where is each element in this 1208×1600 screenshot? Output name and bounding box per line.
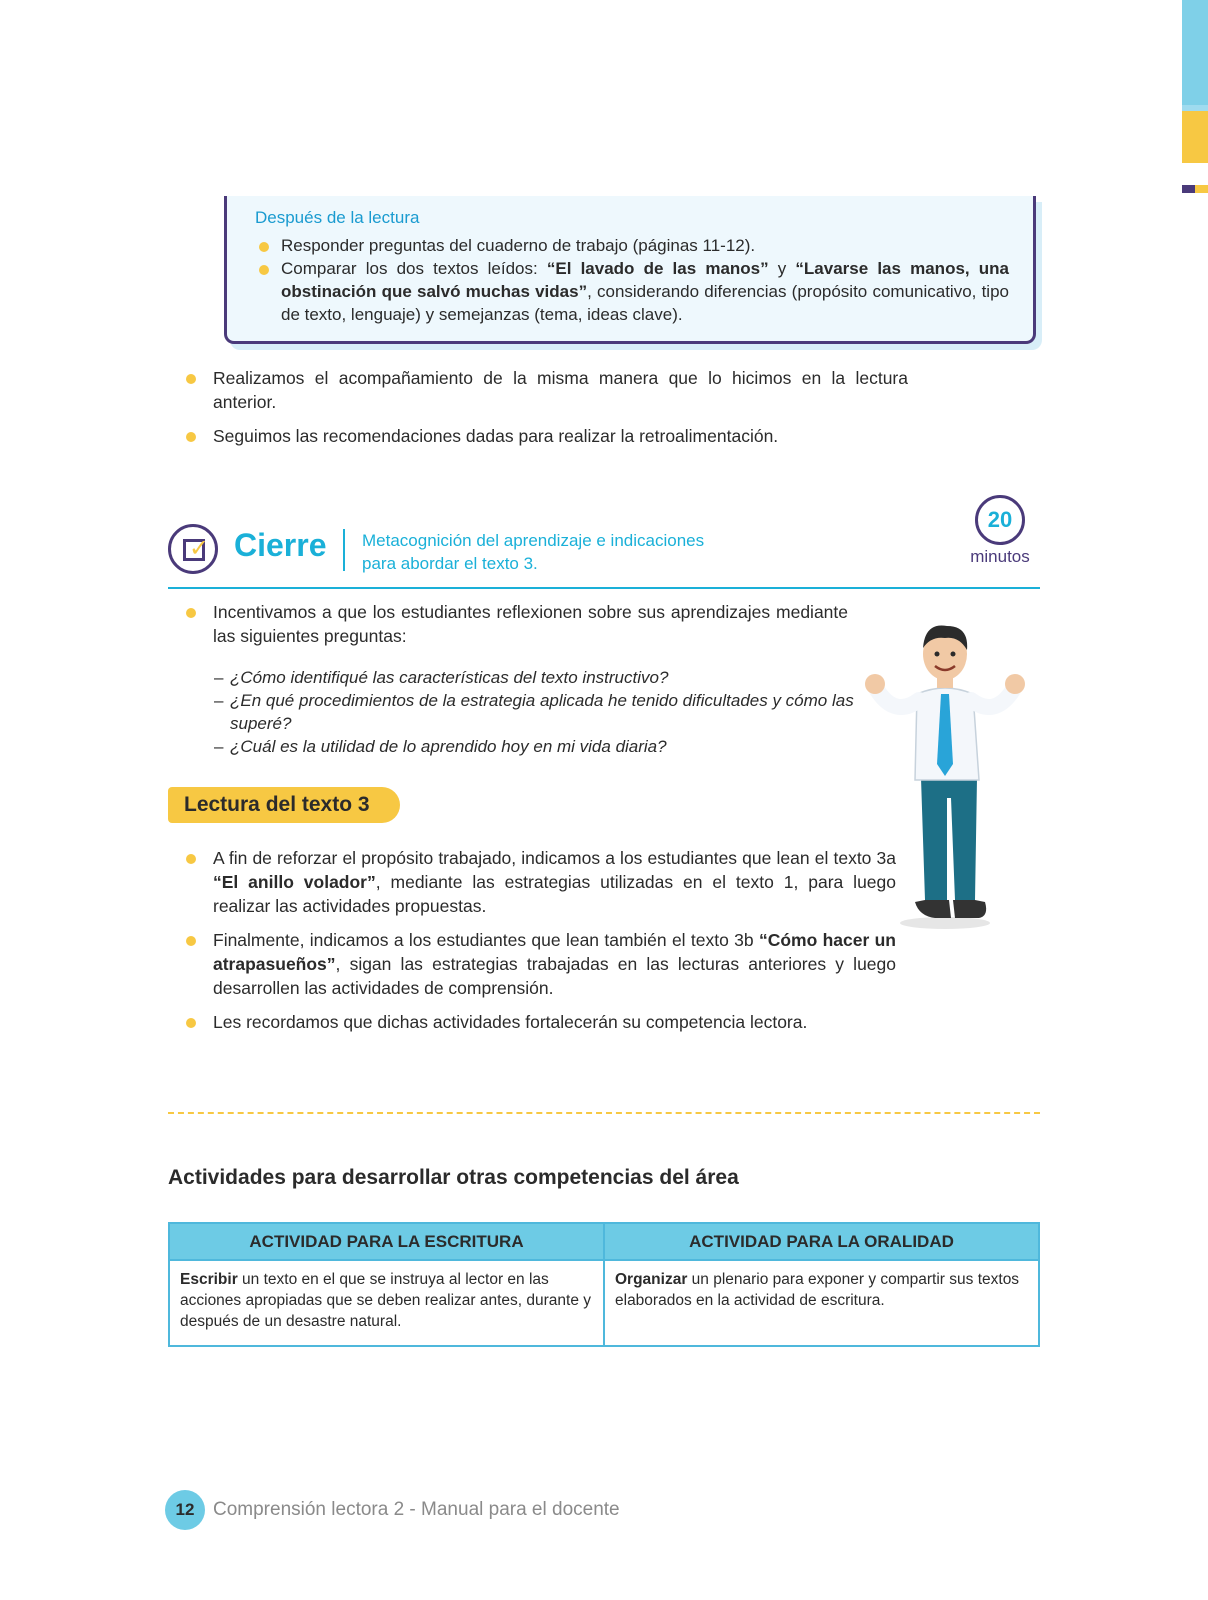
side-tab-decoration bbox=[1182, 0, 1208, 193]
bullet-icon bbox=[186, 608, 196, 618]
list-item: Realizamos el acompañamiento de la misma manera que lo hicimos en la lectura anterior. bbox=[168, 366, 908, 414]
bullet-icon bbox=[186, 374, 196, 384]
question-item: – ¿Cómo identifiqué las características del texto instructivo? bbox=[214, 668, 669, 687]
timer-badge bbox=[960, 495, 1040, 567]
question-item: – ¿Cuál es la utilidad de lo aprendido hoy en mi vida diaria? bbox=[214, 737, 667, 756]
section-divider bbox=[168, 1112, 1040, 1114]
list-item: A fin de reforzar el propósito trabajado, indicamos a los estudiantes que lean el texto 3a “El anillo volador”, mediante las estrategias utilizadas en el texto 1, para luego realizar las actividades propuestas. bbox=[168, 846, 896, 918]
table-row bbox=[169, 1260, 1039, 1346]
list-item: Responder preguntas del cuaderno de trabajo (páginas 11-12). bbox=[255, 234, 1009, 257]
after-reading-list bbox=[255, 234, 1009, 326]
checkbox-icon: ✓ bbox=[168, 524, 218, 574]
activities-heading: Actividades para desarrollar otras competencias del área bbox=[168, 1166, 739, 1189]
bullet-icon bbox=[186, 936, 196, 946]
table-cell: Organizar un plenario para exponer y compartir sus textos elaborados en la actividad de escritura. bbox=[604, 1260, 1039, 1346]
after-reading-title: Después de la lectura bbox=[255, 208, 420, 227]
timer-label: minutos bbox=[970, 547, 1030, 566]
list-item: Les recordamos que dichas actividades fortalecerán su competencia lectora. bbox=[168, 1010, 896, 1034]
bullet-icon bbox=[259, 242, 269, 252]
bullet-icon bbox=[186, 1018, 196, 1028]
followup-list bbox=[168, 366, 908, 458]
reflection-list bbox=[168, 600, 848, 658]
activities-table bbox=[168, 1222, 1040, 1347]
page-footer bbox=[165, 1490, 620, 1530]
table-header: ACTIVIDAD PARA LA ESCRITURA bbox=[169, 1223, 604, 1260]
list-item: Incentivamos a que los estudiantes reflexionen sobre sus aprendizajes mediante las siguientes preguntas: bbox=[168, 600, 848, 648]
cierre-description: Metacognición del aprendizaje e indicaciones para abordar el texto 3. bbox=[362, 531, 705, 573]
footer-text: Comprensión lectora 2 - Manual para el docente bbox=[213, 1499, 620, 1520]
question-item: – ¿En qué procedimientos de la estrategia aplicada he tenido dificultades y cómo las superé? bbox=[214, 691, 854, 733]
list-item: Comparar los dos textos leídos: “El lavado de las manos” y “Lavarse las manos, una obstinación que salvó muchas vidas”, considerando diferencias (propósito comunicativo, tipo de texto, lenguaje) y semejanzas (tema, ideas clave). bbox=[255, 257, 1009, 326]
divider bbox=[343, 529, 345, 571]
cierre-header bbox=[168, 495, 1040, 589]
table-header-row bbox=[169, 1223, 1039, 1260]
list-item: Seguimos las recomendaciones dadas para realizar la retroalimentación. bbox=[168, 424, 908, 448]
clock-icon: 20 bbox=[975, 495, 1025, 545]
reading3-badge: Lectura del texto 3 bbox=[168, 787, 400, 823]
teacher-illustration bbox=[855, 620, 1035, 935]
table-cell: Escribir un texto en el que se instruya al lector en las acciones apropiadas que se deben realizar antes, durante y después de un desastre natural. bbox=[169, 1260, 604, 1346]
reading3-list bbox=[168, 846, 896, 1044]
after-reading-box bbox=[224, 196, 1036, 344]
page-number: 12 bbox=[165, 1490, 205, 1530]
cierre-title: Cierre bbox=[234, 527, 327, 563]
bullet-icon bbox=[186, 432, 196, 442]
reflection-questions bbox=[214, 666, 854, 758]
table-header: ACTIVIDAD PARA LA ORALIDAD bbox=[604, 1223, 1039, 1260]
bullet-icon bbox=[186, 854, 196, 864]
list-item: Finalmente, indicamos a los estudiantes que lean también el texto 3b “Cómo hacer un atrapasueños”, sigan las estrategias trabajadas en las lecturas anteriores y luego desarrollen las actividades de comprensión. bbox=[168, 928, 896, 1000]
bullet-icon bbox=[259, 265, 269, 275]
